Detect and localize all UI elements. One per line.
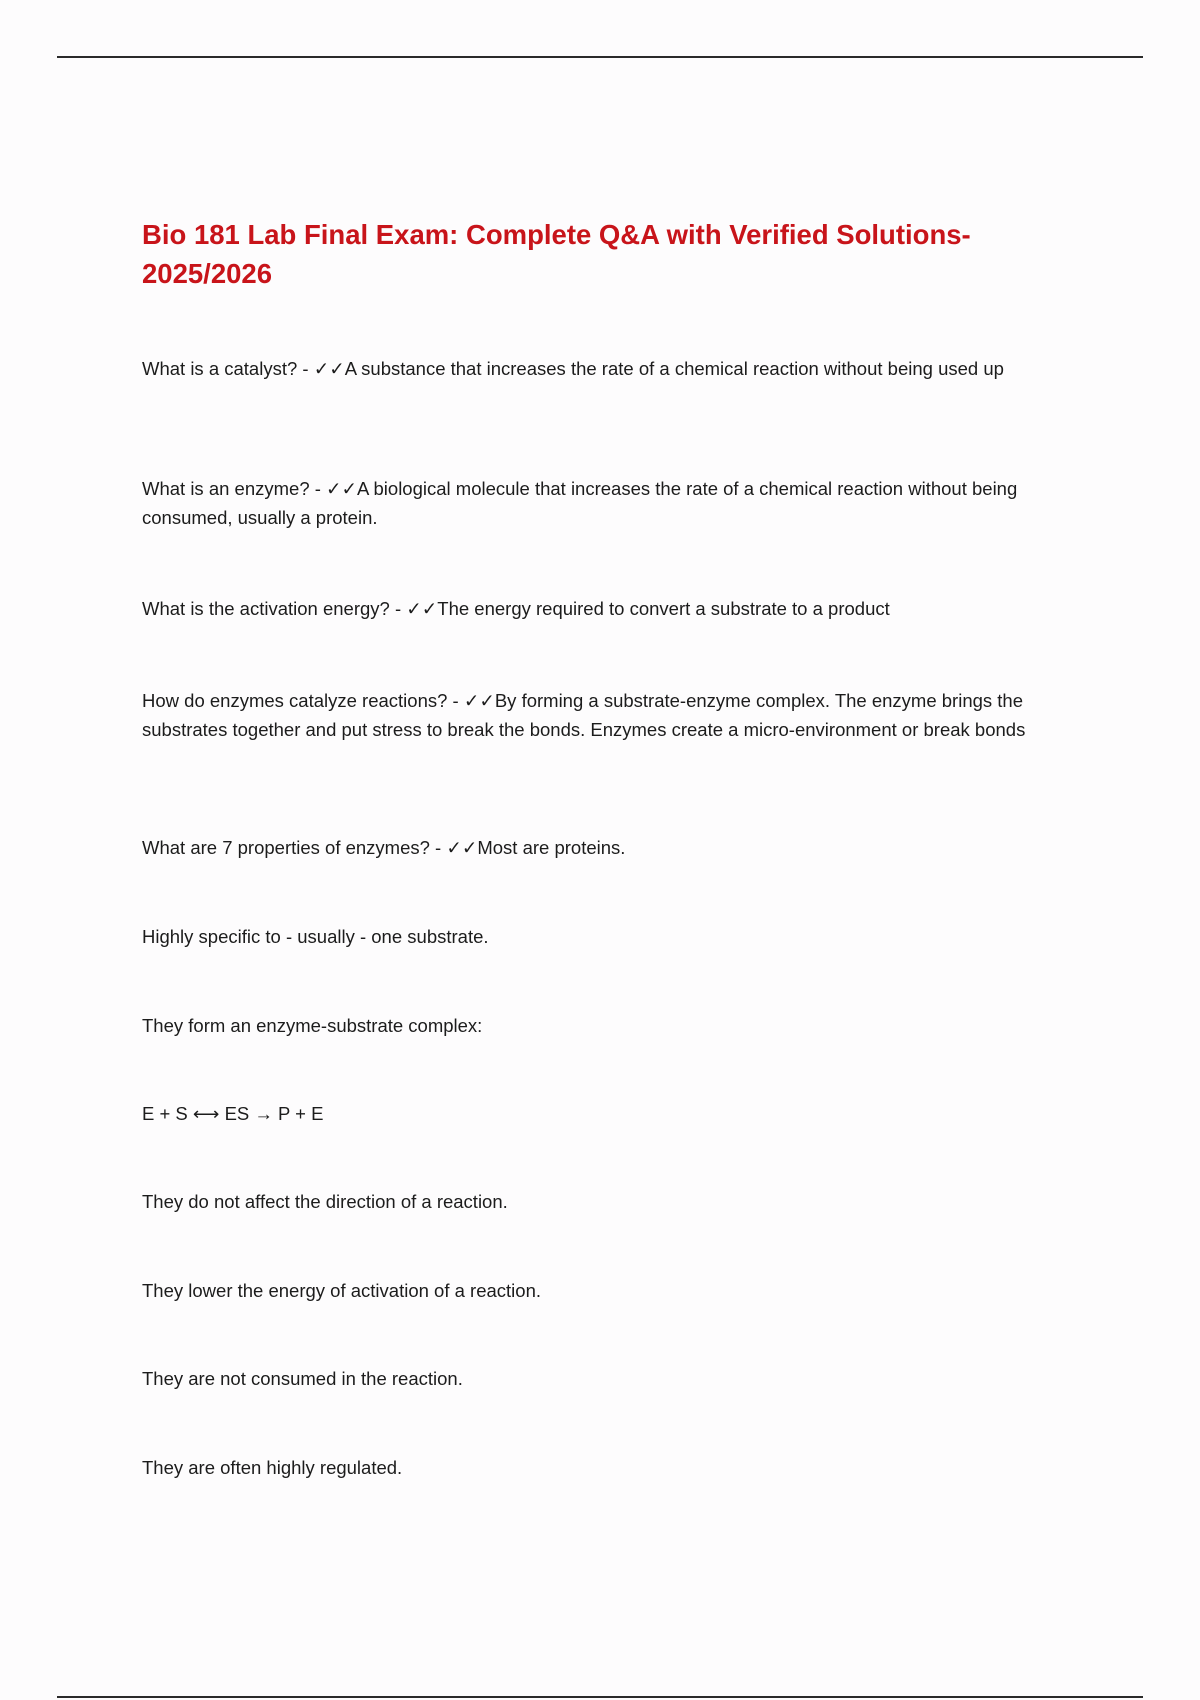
qa-catalyst: What is a catalyst? - ✓✓A substance that increases the rate of a chemical reaction without being used up — [142, 358, 1004, 379]
property-specificity: Highly specific to - usually - one substrate. — [142, 926, 489, 947]
qa-activation-energy: What is the activation energy? - ✓✓The energy required to convert a substrate to a product — [142, 598, 890, 619]
bottom-divider — [57, 1696, 1143, 1698]
reaction-equation: E + S ⟷ ES → P + E — [142, 1103, 324, 1124]
top-divider — [57, 56, 1143, 58]
property-direction: They do not affect the direction of a reaction. — [142, 1191, 508, 1212]
document-title: Bio 181 Lab Final Exam: Complete Q&A with Verified Solutions-2025/2026 — [142, 219, 971, 289]
property-not-consumed: They are not consumed in the reaction. — [142, 1368, 463, 1389]
qa-enzyme: What is an enzyme? - ✓✓A biological molecule that increases the rate of a chemical reaction without being consumed, usually a protein. — [142, 478, 1018, 528]
property-activation: They lower the energy of activation of a reaction. — [142, 1280, 541, 1301]
qa-enzyme-catalysis: How do enzymes catalyze reactions? - ✓✓By forming a substrate-enzyme complex. The enzyme brings the substrates together and put stress to break the bonds. Enzymes create a micro-environment or break bonds — [142, 690, 1026, 740]
property-regulated: They are often highly regulated. — [142, 1457, 403, 1478]
property-complex: They form an enzyme-substrate complex: — [142, 1015, 483, 1036]
qa-enzyme-properties: What are 7 properties of enzymes? - ✓✓Most are proteins. — [142, 837, 626, 858]
